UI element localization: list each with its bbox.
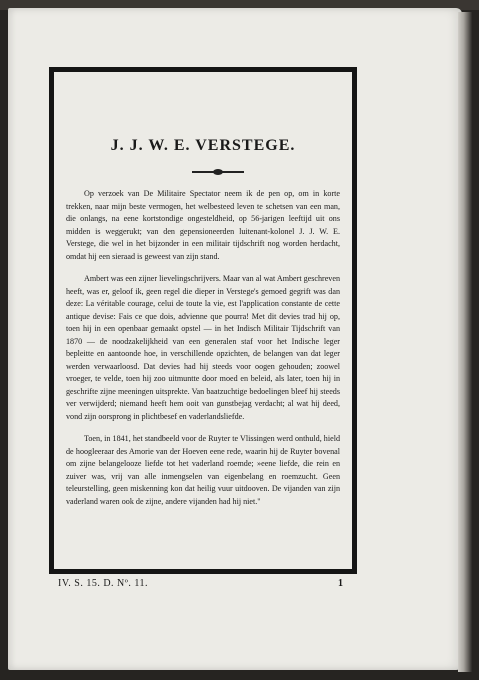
article-content: [66, 82, 340, 559]
page-stack-edge: [458, 12, 472, 672]
paragraph-2: Ambert was een zijner lievelingschrijvers. Maar van al wat Ambert geschreven heeft, was er, geloof ik, geen regel die dieper in Verstege's gemoed gegrift was dan deze: La véritable courage, celui de toute la vie, est l'application constante de cette antique devise: Fais ce que dois, advienne que pourra! Met dit devies trad hij op, toen hij in een openbaar gemaakt opstel — in het Indisch Militair Tijdschrift van 1870 — de noodzakelijkheid van een generalen staf voor het Indische leger bepleitte en aantoonde hoe, in verschillende opzichten, de belangen van dat leger werden verwaarloosd. Dat devies had hij steeds voor oogen gehouden; zoowel vroeger, te velde, toen hij zoo uitmuntte door moed en beleid, als later, toen hij in geschrifte zijne meeningen uitsprekte. Van baatzuchtige bedoelingen bleef hij steeds ver verwijderd; niemand heeft hem ooit van gunstbejag verdacht; al wat hij deed, vond zijn oorsprong in plichtbesef en vaderlandsliefde.: [66, 274, 340, 421]
paragraph-1: Op verzoek van De Militaire Spectator neem ik de pen op, om in korte trekken, naar mijn beste vermogen, het welbesteed leven te schetsen van een man, die onlangs, na eene kortstondige ongesteldheid, op 56-jarigen leeftijd uit ons midden is weggerukt; van den gepensioneerden luitenant-kolonel J. J. W. E. Verstege, die wel in het bijzonder in een militair tijdschrift nog worden herdacht, omdat hij een sieraad is geweest van zijn stand.: [66, 189, 340, 261]
paragraph-3: Toen, in 1841, het standbeeld voor de Ruyter te Vlissingen werd onthuld, hield de hoogleeraar des Amorie van der Hoeven eene rede, waarin hij de Ruyter bovenal om zijne belangelooze liefde tot het vaderland roemde; »eene liefde, die rein en zuiver was, vrij van alle inmengselen van eigenbelang en roemzucht. Geen teleurstelling, geen miskenning kon dat heilig vuur uitdooven. De vijanden van zijn vaderland waren ook de zijne, andere vijanden had hij niet.": [66, 434, 340, 506]
title-ornament-rule: [192, 171, 244, 173]
article-body: [66, 188, 340, 518]
mourning-border-frame: [49, 67, 357, 574]
article-title: J. J. W. E. VERSTEGE.: [110, 137, 296, 154]
page-number: 1: [338, 578, 343, 589]
signature-mark: IV. S. 15. D. Nº. 11.: [58, 578, 148, 589]
